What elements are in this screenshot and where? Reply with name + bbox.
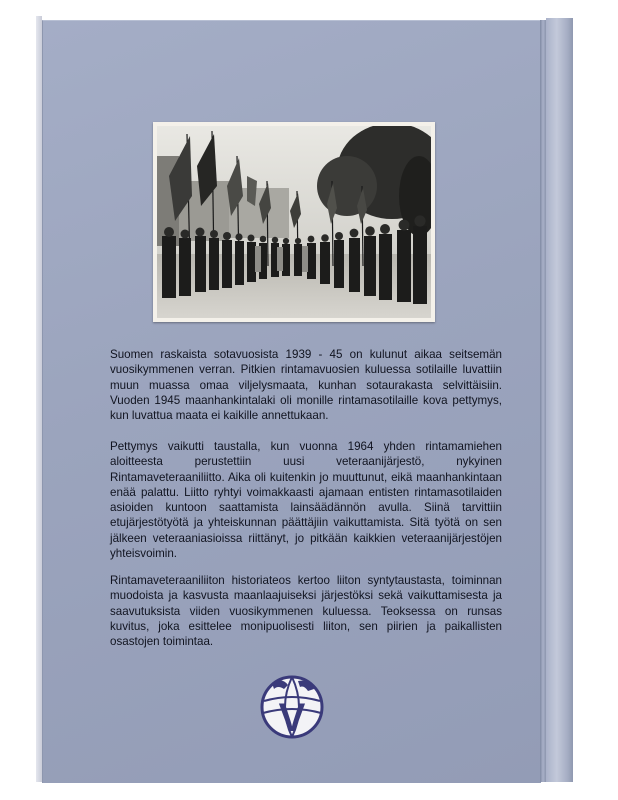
book-spine [546, 18, 573, 782]
paragraph-3: Rintamaveteraaniliiton historiateos kertoo liiton syntytaustasta, toiminnan muodoista ja kasvusta maanlaajuiseksi järjestöksi sekä vaikuttamisesta ja saavutuksista viiden vuosikymmenen kuluessa. Teoksessa on runsas kuvitus, joka esittelee monipuolisesti liiton, sen piirien ja paikallisten osastojen toimintaa. [110, 574, 502, 649]
paragraph-2: Pettymys vaikutti taustalla, kun vuonna 1964 yhden rintamamiehen aloitteesta perustettiin uusi veteraanijärjestö, nykyinen Rintamaveteraaniliitto. Aika oli kuitenkin jo muuttunut, eikä maanhankintaan enää palattu. Liitto ryhtyi voimakkaasti ajamaan entisten rintamasotilaiden asioiden kuntoon saattamista lainsäädännön avulla. Siinä tarvittiin etujärjestötyötä ja yhteiskunnan päättäjiin vaikuttamista. Sitä työtä on sen jälkeen veteraaniasioissa riittänyt, jo pitkään kaikkien veteraanijärjestöjen yhteisvoimin. [110, 440, 502, 561]
paragraph-1: Suomen raskaista sotavuosista 1939 - 45 on kulunut aikaa seitsemän vuosikymmenen verran. Pitkien rintamavuosien kuluessa sotilaille luvattiin muun muassa omaa viljelysmaata, kunhan sotaurakasta selvittäisiin. Vuoden 1945 maanhankintalaki oli monille rintamasotilaille kova pettymys, kun luvattua maata ei kaikille annettukaan. [110, 348, 502, 423]
rintamaveteraaniliitto-logo [258, 675, 326, 739]
spine-title [550, 238, 570, 758]
historical-photo [153, 122, 435, 322]
flag-ceremony-photo [157, 126, 431, 318]
logo-letter: V [278, 696, 306, 739]
